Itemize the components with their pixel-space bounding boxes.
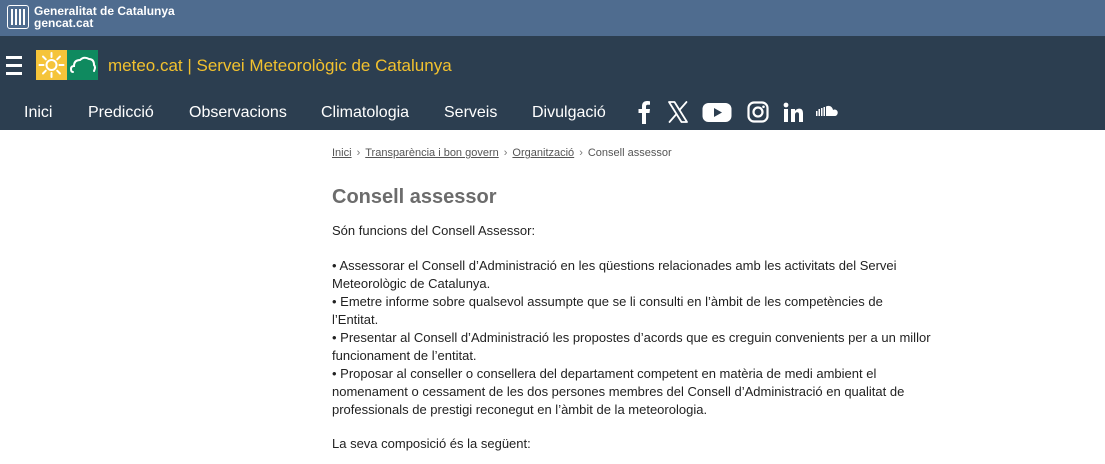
- breadcrumb-transparencia[interactable]: Transparència i bon govern: [365, 147, 499, 159]
- sun-logo-icon[interactable]: [36, 50, 67, 80]
- cloud-logo-icon[interactable]: [67, 50, 98, 80]
- composition-text: La seva composició és la següent:: [332, 436, 531, 451]
- breadcrumb-organitzacio[interactable]: Organització: [512, 147, 575, 159]
- intro-text: Són funcions del Consell Assessor:: [332, 223, 536, 238]
- x-icon[interactable]: [666, 99, 696, 125]
- youtube-icon[interactable]: [702, 99, 732, 125]
- nav-climatologia[interactable]: Climatologia: [321, 104, 410, 121]
- facebook-icon[interactable]: [632, 99, 662, 125]
- gencat-text[interactable]: [34, 5, 175, 29]
- breadcrumb-chevron-icon: ›: [579, 147, 583, 159]
- main-header: [0, 36, 1105, 130]
- breadcrumb-chevron-icon: ›: [356, 147, 361, 159]
- breadcrumb-inici[interactable]: Inici: [332, 147, 352, 159]
- function-item: • Assessorar el Consell d’Administració en les qüestions relacionades amb les activitats del Servei Meteorològic de Catalunya.: [332, 258, 897, 291]
- page-title: Consell assessor: [332, 186, 497, 208]
- breadcrumb-chevron-icon: ›: [503, 147, 508, 159]
- linkedin-icon[interactable]: [781, 99, 811, 125]
- gencat-url: gencat.cat: [34, 16, 94, 30]
- menu-icon[interactable]: [6, 56, 22, 76]
- nav-divulgacio[interactable]: Divulgació: [532, 104, 606, 121]
- instagram-icon[interactable]: [746, 99, 776, 125]
- function-item: • Proposar al conseller o consellera del departament competent en matèria de medi ambient el nomenament o cessament de les dos persones membres del Consell d’Administració en qualitat de professionals de prestigi reconegut en l’àmbit de la meteorologia.: [332, 366, 905, 417]
- function-item: • Presentar al Consell d’Administració les propostes d’acords que es creguin convenients per a un millor funcionament de l’entitat.: [332, 330, 931, 363]
- site-title[interactable]: meteo.cat | Servei Meteorològic de Catalunya: [108, 56, 452, 75]
- nav-prediccio[interactable]: Predicció: [88, 104, 154, 121]
- breadcrumb-current: Consell assessor: [587, 147, 672, 159]
- nav-serveis[interactable]: Serveis: [444, 104, 498, 121]
- gencat-bar: [0, 0, 1105, 36]
- gencat-logo-icon[interactable]: [7, 5, 29, 29]
- gencat-name: Generalitat de Catalunya: [34, 4, 175, 18]
- functions-list: [332, 257, 932, 419]
- function-item: • Emetre informe sobre qualsevol assumpte que se li consulti en l’àmbit de les competències de l’Entitat.: [332, 294, 883, 327]
- soundcloud-icon[interactable]: [815, 99, 845, 125]
- breadcrumb: [332, 147, 672, 159]
- nav-observacions[interactable]: Observacions: [189, 104, 287, 121]
- nav-inici[interactable]: Inici: [24, 104, 53, 121]
